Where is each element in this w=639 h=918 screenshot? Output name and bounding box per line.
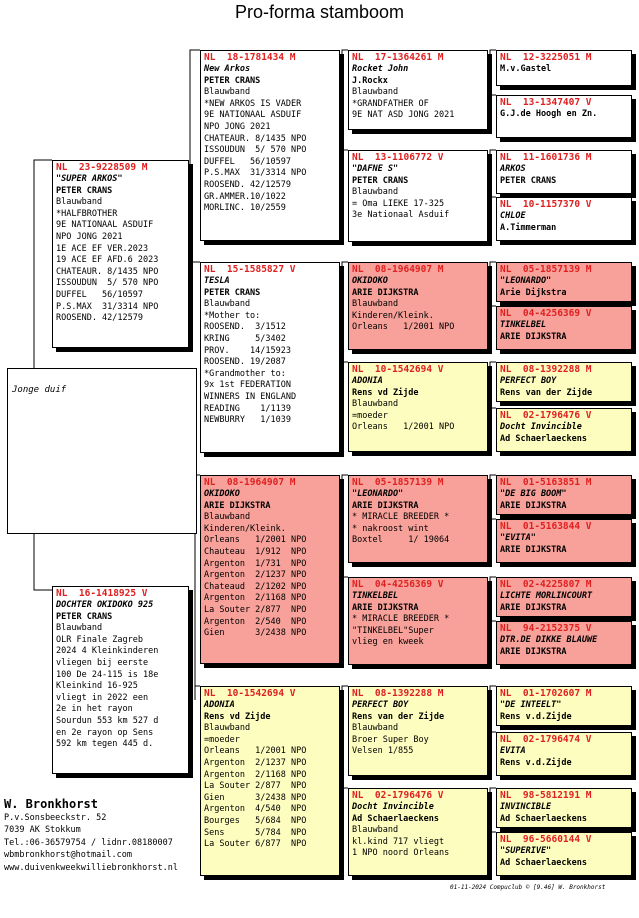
detail-line: Blauwband — [204, 512, 251, 523]
detail-line: ROOSEND. 42/12579 — [204, 179, 291, 190]
detail-line: Blauwband — [352, 723, 399, 734]
detail-line: La Souter 2/877 NPO — [204, 781, 307, 792]
detail-line: *Grandmother to: — [204, 368, 286, 379]
detail-line: PROV. 14/15923 — [204, 345, 291, 356]
detail-line: 2e in het rayon — [56, 704, 133, 715]
detail-line: Argenton 2/1168 NPO — [204, 769, 307, 780]
detail-line: 1E ACE EF VER.2023 — [56, 243, 149, 254]
breeder-phone: Tel.:06-36579754 / lidnr.08180007 — [4, 837, 173, 848]
pigeon-name: TINKELBEL — [352, 591, 399, 601]
detail-line: 592 km tegen 445 d. — [56, 739, 154, 750]
detail-line: Velsen 1/855 — [352, 746, 414, 757]
paternal-grandsire-box — [200, 50, 340, 241]
detail-line: Orleans 1/2001 NPO — [352, 422, 455, 433]
ring-number: NL 08-1392288 M — [352, 688, 444, 699]
gggp-box-11 — [496, 577, 632, 617]
sire-box — [52, 160, 189, 348]
owner-name: PETER CRANS — [56, 185, 113, 196]
gggp-box-9 — [496, 475, 632, 515]
footer-credit: 01-11-2024 Compuclub © [9.46] W. Bronkhorst — [450, 884, 606, 891]
detail-line: vliegt in 2022 een — [56, 692, 149, 703]
ring-number: NL 12-3225051 M — [500, 52, 592, 63]
detail-line: Argenton 2/1237 NPO — [204, 570, 307, 581]
breeder-email: wbmbronkhorst@hotmail.com — [4, 850, 132, 861]
detail-line: La Souter 2/877 NPO — [204, 604, 307, 615]
breeder-name: W. Bronkhorst — [4, 797, 98, 811]
owner-name: Ad Schaerlaeckens — [500, 857, 587, 868]
detail-line: WINNERS IN ENGLAND — [204, 391, 297, 402]
detail-line: Blauwband — [352, 87, 399, 98]
detail-line: NPO JONG 2021 — [204, 121, 271, 132]
detail-line: Broer Super Boy — [352, 734, 429, 745]
detail-line: Blauwband — [204, 299, 251, 310]
owner-name: PETER CRANS — [56, 611, 113, 622]
detail-line: MORLINC. 10/2559 — [204, 203, 286, 214]
owner-name: ARIE DIJKSTRA — [500, 602, 567, 613]
dam-box — [52, 586, 189, 774]
detail-line: *Mother to: — [204, 310, 261, 321]
ring-number: NL 96-5660144 V — [500, 834, 592, 845]
detail-line: Sourdun 553 km 527 d — [56, 715, 159, 726]
ring-number: NL 05-1857139 M — [500, 264, 592, 275]
detail-line: Gien 3/2438 NPO — [204, 628, 307, 639]
detail-line: 2024 4 Kleinkinderen — [56, 646, 159, 657]
pigeon-name: "DE INTEELT" — [500, 700, 562, 710]
ring-number: NL 01-5163844 V — [500, 521, 592, 532]
detail-line: READING 1/1139 — [204, 403, 291, 414]
detail-line: 9E NATIONAAL ASDUIF — [204, 110, 302, 121]
owner-name: Arie Dijkstra — [500, 287, 567, 298]
detail-line: 3e Nationaal Asduif — [352, 210, 450, 221]
detail-line: 1 NPO noord Orleans — [352, 848, 450, 859]
detail-line: ISSOUDUN 5/ 570 NPO — [56, 278, 159, 289]
ggp-box-8 — [348, 788, 488, 876]
detail-line: OLR Finale Zagreb — [56, 634, 143, 645]
detail-line: Sens 5/784 NPO — [204, 827, 307, 838]
detail-line: vlieg en kweek — [352, 637, 424, 648]
detail-line: Argenton 2/1237 NPO — [204, 757, 307, 768]
detail-line: P.S.MAX 31/3314 NPO — [204, 168, 307, 179]
detail-line: en 2e rayon op Sens — [56, 727, 154, 738]
owner-name: ARIE DIJKSTRA — [204, 500, 271, 511]
young-bird-label: Jonge duif — [12, 385, 67, 395]
detail-line: DUFFEL 56/10597 — [204, 156, 291, 167]
ring-number: NL 08-1964907 M — [204, 477, 296, 488]
gggp-box-16 — [496, 832, 632, 876]
ggp-box-2 — [348, 150, 488, 242]
maternal-grandsire-box — [200, 475, 340, 664]
ggp-box-4 — [348, 362, 488, 452]
breeder-city: 7039 AK Stokkum — [4, 825, 81, 836]
detail-line: NEWBURRY 1/1039 — [204, 415, 291, 426]
pigeon-name: PERFECT BOY — [500, 376, 557, 386]
pigeon-name: "EVITA" — [500, 533, 536, 543]
detail-line: *HALFBROTHER — [56, 208, 118, 219]
gggp-box-14 — [496, 732, 632, 776]
ring-number: NL 17-1364261 M — [352, 52, 444, 63]
gggp-box-5 — [496, 262, 632, 302]
owner-name: Rens v.d.Zijde — [500, 757, 572, 768]
pigeon-name: Docht Invincible — [352, 802, 434, 812]
detail-line: Blauwband — [352, 187, 399, 198]
detail-line: 9E NATIONAAL ASDUIF — [56, 220, 154, 231]
detail-line: Blauwband — [204, 723, 251, 734]
gggp-box-12 — [496, 621, 632, 665]
detail-line: Orleans 1/2001 NPO — [204, 535, 307, 546]
detail-line: NPO JONG 2021 — [56, 231, 123, 242]
owner-name: Rens v.d.Zijde — [500, 711, 572, 722]
detail-line: Argenton 2/540 NPO — [204, 616, 307, 627]
breeder-address: P.v.Sonsbeeckstr. 52 — [4, 813, 107, 823]
detail-line: "TINKELBEL"Super — [352, 625, 434, 636]
detail-line: DUFFEL 56/10597 — [56, 289, 143, 300]
gggp-box-2 — [496, 95, 632, 138]
detail-line: Chauteau 1/912 NPO — [204, 546, 307, 557]
pigeon-name: EVITA — [500, 746, 526, 756]
owner-name: M.v.Gastel — [500, 64, 552, 74]
owner-name: Ad Schaerlaeckens — [500, 813, 587, 824]
maternal-granddam-box — [200, 686, 340, 876]
ring-number: NL 15-1585827 V — [204, 264, 296, 275]
detail-line: La Souter 6/877 NPO — [204, 839, 307, 850]
detail-line: ROOSEND. 42/12579 — [56, 313, 143, 324]
pigeon-name: DOCHTER OKIDOKO 925 — [56, 600, 154, 610]
owner-name: Rens van der Zijde — [500, 387, 593, 398]
ring-number: NL 04-4256369 V — [500, 308, 592, 319]
detail-line: Gien 3/2438 NPO — [204, 792, 307, 803]
owner-name: Rens van der Zijde — [352, 711, 445, 722]
owner-name: ARIE DIJKSTRA — [500, 331, 567, 342]
ring-number: NL 02-1796476 V — [500, 410, 592, 421]
pigeon-name: New Arkos — [204, 64, 251, 74]
gggp-box-7 — [496, 362, 632, 402]
pigeon-name: "SUPERIVE" — [500, 846, 552, 856]
owner-name: Rens vd Zijde — [352, 387, 419, 398]
ggp-box-3 — [348, 262, 488, 350]
owner-name: PETER CRANS — [352, 175, 409, 186]
detail-line: CHATEAUR. 8/1435 NPO — [204, 133, 307, 144]
owner-name: G.J.de Hoogh en Zn. — [500, 109, 598, 119]
ring-number: NL 18-1781434 M — [204, 52, 296, 63]
owner-name: A.Timmerman — [500, 222, 557, 233]
detail-line: GR.AMMER.10/1022 — [204, 191, 286, 202]
detail-line: * MIRACLE BREEDER * — [352, 512, 450, 523]
ring-number: NL 08-1964907 M — [352, 264, 444, 275]
owner-name: Rens vd Zijde — [204, 711, 271, 722]
pigeon-name: ADONIA — [204, 700, 235, 710]
ring-number: NL 04-4256369 V — [352, 579, 444, 590]
detail-line: Blauwband — [352, 825, 399, 836]
owner-name: ARIE DIJKSTRA — [500, 544, 567, 555]
detail-line: 9x 1st FEDERATION — [204, 380, 291, 391]
detail-line: *NEW ARKOS IS VADER — [204, 98, 302, 109]
detail-line: Argenton 4/540 NPO — [204, 804, 307, 815]
detail-line: Kleinkind 16-925 — [56, 681, 138, 692]
owner-name: PETER CRANS — [204, 75, 261, 86]
pigeon-name: "SUPER ARKOS" — [56, 174, 123, 184]
gggp-box-10 — [496, 519, 632, 563]
breeder-info — [4, 796, 178, 874]
ring-number: NL 11-1601736 M — [500, 152, 592, 163]
owner-name: ARIE DIJKSTRA — [352, 500, 419, 511]
ggp-box-5 — [348, 475, 488, 563]
detail-line: Blauwband — [204, 87, 251, 98]
detail-line: *GRANDFATHER OF — [352, 98, 429, 109]
pigeon-name: Rocket John — [352, 64, 409, 74]
pigeon-name: ARKOS — [500, 164, 526, 174]
pigeon-name: ADONIA — [352, 376, 383, 386]
detail-line: 9E NAT ASD JONG 2021 — [352, 110, 455, 121]
pigeon-name: OKIDOKO — [352, 276, 388, 286]
detail-line: =moeder — [204, 734, 240, 745]
detail-line: Argenton 2/1168 NPO — [204, 593, 307, 604]
pigeon-name: LICHTE MORLINCOURT — [500, 591, 593, 601]
ring-number: NL 02-1796474 V — [500, 734, 592, 745]
pigeon-name: "DE BIG BOOM" — [500, 489, 567, 499]
pigeon-name: INVINCIBLE — [500, 802, 552, 812]
detail-line: * nakroost wint — [352, 523, 429, 534]
owner-name: ARIE DIJKSTRA — [500, 646, 567, 657]
page-title: Pro-forma stamboom — [234, 2, 405, 22]
detail-line: Blauwband — [56, 623, 103, 634]
ring-number: NL 13-1106772 V — [352, 152, 444, 163]
detail-line: = Oma LIEKE 17-325 — [352, 198, 445, 209]
detail-line: Kinderen/Kleink. — [352, 310, 434, 321]
ring-number: NL 94-2152375 V — [500, 623, 592, 634]
detail-line: ROOSEND. 3/1512 — [204, 322, 286, 333]
ring-number: NL 10-1542694 V — [204, 688, 296, 699]
young-bird-box — [7, 368, 197, 534]
detail-line: vliegen bij eerste — [56, 657, 149, 668]
ggp-box-6 — [348, 577, 488, 665]
detail-line: * MIRACLE BREEDER * — [352, 614, 450, 625]
owner-name: PETER CRANS — [500, 175, 557, 186]
ring-number: NL 01-1702607 M — [500, 688, 592, 699]
detail-line: Boxtel 1/ 19064 — [352, 535, 450, 546]
pigeon-name: Docht Invincible — [500, 422, 582, 432]
pigeon-name: PERFECT BOY — [352, 700, 409, 710]
gggp-box-4 — [496, 197, 632, 241]
pigeon-name: "DAFNE S" — [352, 164, 399, 174]
owner-name: Ad Schaerlaeckens — [352, 813, 439, 824]
ring-number: NL 23-9228509 M — [56, 162, 148, 173]
pigeon-name: DTR.DE DIKKE BLAUWE — [500, 635, 598, 645]
detail-line: Argenton 1/731 NPO — [204, 558, 307, 569]
ring-number: NL 98-5812191 M — [500, 790, 592, 801]
owner-name: ARIE DIJKSTRA — [352, 287, 419, 298]
ring-number: NL 10-1157370 V — [500, 199, 592, 210]
detail-line: Kinderen/Kleink. — [204, 523, 286, 534]
ring-number: NL 08-1392288 M — [500, 364, 592, 375]
detail-line: Blauwband — [352, 299, 399, 310]
breeder-website: www.duivenkweekwilliebronkhorst.nl — [4, 862, 178, 873]
detail-line: Bourges 5/684 NPO — [204, 815, 307, 826]
gggp-box-8 — [496, 408, 632, 452]
owner-name: ARIE DIJKSTRA — [352, 602, 419, 613]
ring-number: NL 02-4225807 M — [500, 579, 592, 590]
ggp-box-1 — [348, 50, 488, 130]
ring-number: NL 16-1418925 V — [56, 588, 148, 599]
detail-line: Blauwband — [56, 197, 103, 208]
owner-name: J.Rockx — [352, 75, 388, 86]
owner-name: PETER CRANS — [204, 287, 261, 298]
pigeon-name: TESLA — [204, 276, 230, 286]
detail-line: Orleans 1/2001 NPO — [352, 322, 455, 333]
gggp-box-3 — [496, 150, 632, 194]
detail-line: =moeder — [352, 410, 388, 421]
detail-line: ISSOUDUN 5/ 570 NPO — [204, 145, 307, 156]
detail-line: CHATEAUR. 8/1435 NPO — [56, 266, 159, 277]
detail-line: Orleans 1/2001 NPO — [204, 746, 307, 757]
detail-line: 100 De 24-115 is 18e — [56, 669, 159, 680]
ring-number: NL 05-1857139 M — [352, 477, 444, 488]
owner-name: ARIE DIJKSTRA — [500, 500, 567, 511]
detail-line: KRING 5/3402 — [204, 333, 286, 344]
detail-line: P.S.MAX 31/3314 NPO — [56, 301, 159, 312]
ggp-box-7 — [348, 686, 488, 776]
pigeon-name: OKIDOKO — [204, 489, 240, 499]
gggp-box-6 — [496, 306, 632, 350]
gggp-box-15 — [496, 788, 632, 828]
paternal-granddam-box — [200, 262, 340, 453]
pigeon-name: "LEONARDO" — [352, 489, 404, 499]
ring-number: NL 13-1347407 V — [500, 97, 592, 108]
pigeon-name: CHLOE — [500, 211, 526, 221]
detail-line: Blauwband — [352, 399, 399, 410]
ring-number: NL 01-5163851 M — [500, 477, 592, 488]
detail-line: 19 ACE EF AFD.6 2023 — [56, 255, 159, 266]
pigeon-name: TINKELBEL — [500, 320, 547, 330]
owner-name: Ad Schaerlaeckens — [500, 433, 587, 444]
ring-number: NL 10-1542694 V — [352, 364, 444, 375]
pigeon-name: "LEONARDO" — [500, 276, 552, 286]
gggp-box-1 — [496, 50, 632, 86]
detail-line: Chateaud 2/1202 NPO — [204, 581, 307, 592]
detail-line: kl.kind 717 vliegt — [352, 836, 445, 847]
gggp-box-13 — [496, 686, 632, 726]
ring-number: NL 02-1796476 V — [352, 790, 444, 801]
detail-line: ROOSEND. 19/2087 — [204, 357, 286, 368]
